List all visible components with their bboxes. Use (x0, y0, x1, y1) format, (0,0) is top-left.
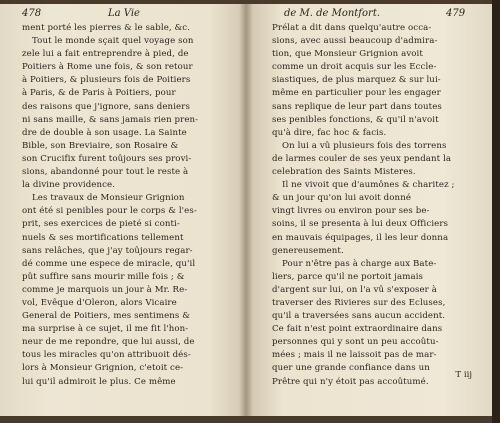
text-line: vol, Evêque d'Oleron, alors Vicaire (22, 297, 177, 308)
text-line: Prêtre qui n'y étoit pas accoûtumé. (272, 376, 429, 387)
signature-mark: T iij (455, 370, 472, 380)
book-cover-edge (492, 0, 500, 423)
text-line: ont été si penibles pour le corps & l'es- (22, 206, 197, 217)
text-line: ni sans maille, & sans jamais rien pren- (22, 114, 199, 125)
text-line: d'argent sur lui, on l'a vû s'exposer à (272, 284, 437, 295)
text-line: Ce fait n'est point extraordinaire dans (272, 324, 443, 335)
text-line: sions, avec aussi beaucoup d'admira- (272, 36, 438, 47)
text-line: son Crucifix furent toûjours ses provi- (22, 153, 192, 164)
text-line: qu'à dire, fac hoc & facis. (272, 127, 387, 138)
text-line: celebration des Saints Misteres. (272, 167, 416, 178)
right-page (246, 4, 492, 416)
text-line: quer une grande confiance dans un (272, 363, 430, 374)
text-line: tion, que Monsieur Grignion avoit (272, 49, 423, 60)
text-line: lui qu'il admiroit le plus. Ce même (22, 376, 176, 387)
text-line: genereusement. (272, 245, 344, 256)
text-line: dre de double à son usage. La Sainte (22, 127, 187, 138)
text-line: Prélat a dit dans quelqu'autre occa- (272, 23, 432, 33)
text-line: sans relâches, que j'ay toûjours regar- (22, 245, 193, 256)
text-line: comme je marquois un jour à Mr. Re- (22, 284, 188, 295)
text-line: siastiques, de plus marquez & sur lui- (272, 75, 441, 86)
text-line: Les travaux de Monsieur Grignion (32, 193, 185, 204)
text-line: en mauvais équipages, il les leur donna (272, 232, 449, 243)
text-line: Il ne vivoit que d'aumônes & charitez ; (282, 180, 455, 191)
right-running-head: de M. de Montfort. (284, 8, 381, 19)
text-line: même en particulier pour les engager (272, 88, 441, 99)
right-page-number: 479 (446, 8, 466, 19)
text-line: à Poitiers, & plusieurs fois de Poitiers (22, 75, 191, 86)
text-line: ment porté les pierres & le sable, &c. (22, 23, 191, 33)
text-line: mées ; mais il ne laissoit pas de mar- (272, 350, 437, 361)
text-line: traverser des Rivieres sur des Ecluses, (272, 297, 446, 308)
left-page (0, 4, 246, 416)
text-line: Tout le monde sçait quel voyage son (32, 36, 194, 47)
text-line: & un jour qu'on lui avoit donné (272, 193, 412, 204)
book-gutter (239, 4, 253, 416)
text-line: liers, parce qu'il ne portoit jamais (272, 271, 424, 282)
text-line: soins, il se presenta à lui deux Officiers (272, 219, 449, 230)
text-line: zele lui a fait entreprendre à pied, de (22, 49, 189, 60)
text-line: On lui a vû plusieurs fois des torrens (282, 140, 447, 151)
text-line: General de Poitiers, mes sentimens & (22, 311, 190, 322)
text-line: la divine providence. (22, 180, 116, 191)
text-line: prit, ses exercices de pieté si conti- (22, 219, 180, 230)
text-line: tous les miracles qu'on attribuoit dés- (22, 350, 191, 361)
text-line: nuels & ses mortifications tellement (22, 232, 184, 243)
text-line: personnes qui y sont un peu accoûtu- (272, 337, 439, 348)
text-line: comme un droit acquis sur les Eccle- (272, 62, 437, 73)
text-line: à Paris, & de Paris à Poitiers, pour (22, 88, 176, 99)
left-page-number: 478 (22, 8, 42, 19)
right-text-block (272, 22, 478, 389)
text-line: neur de me repondre, que lui aussi, de (22, 337, 195, 348)
text-line: qu'il a traversées sans aucun accident. (272, 311, 446, 322)
text-line: ma surprise à ce sujet, il me fit l'hon- (22, 324, 189, 335)
text-line: Pour n'être pas à charge aux Bate- (282, 258, 437, 269)
left-text-block (22, 22, 236, 389)
text-line: vingt livres ou environ pour ses be- (272, 206, 430, 217)
text-line: sions, abandonné pour tout le reste à (22, 167, 189, 178)
text-line: sans replique de leur part dans toutes (272, 101, 442, 112)
left-running-head: La Vie (108, 8, 140, 19)
text-line: de larmes couler de ses yeux pendant la (272, 153, 452, 164)
text-line: ses penibles fonctions, & qu'il n'avoit (272, 114, 439, 125)
text-line: des raisons que j'ignore, sans deniers (22, 101, 190, 112)
text-line: pût suffire sans mourir mille fois ; & (22, 271, 185, 282)
text-line: Poitiers à Rome une fois, & son retour (22, 62, 193, 73)
text-line: Bible, son Breviaire, son Rosaire & (22, 140, 179, 151)
text-line: dé comme une espece de miracle, qu'il (22, 258, 196, 269)
text-line: lors à Monsieur Grignion, c'etoit ce- (22, 363, 184, 374)
